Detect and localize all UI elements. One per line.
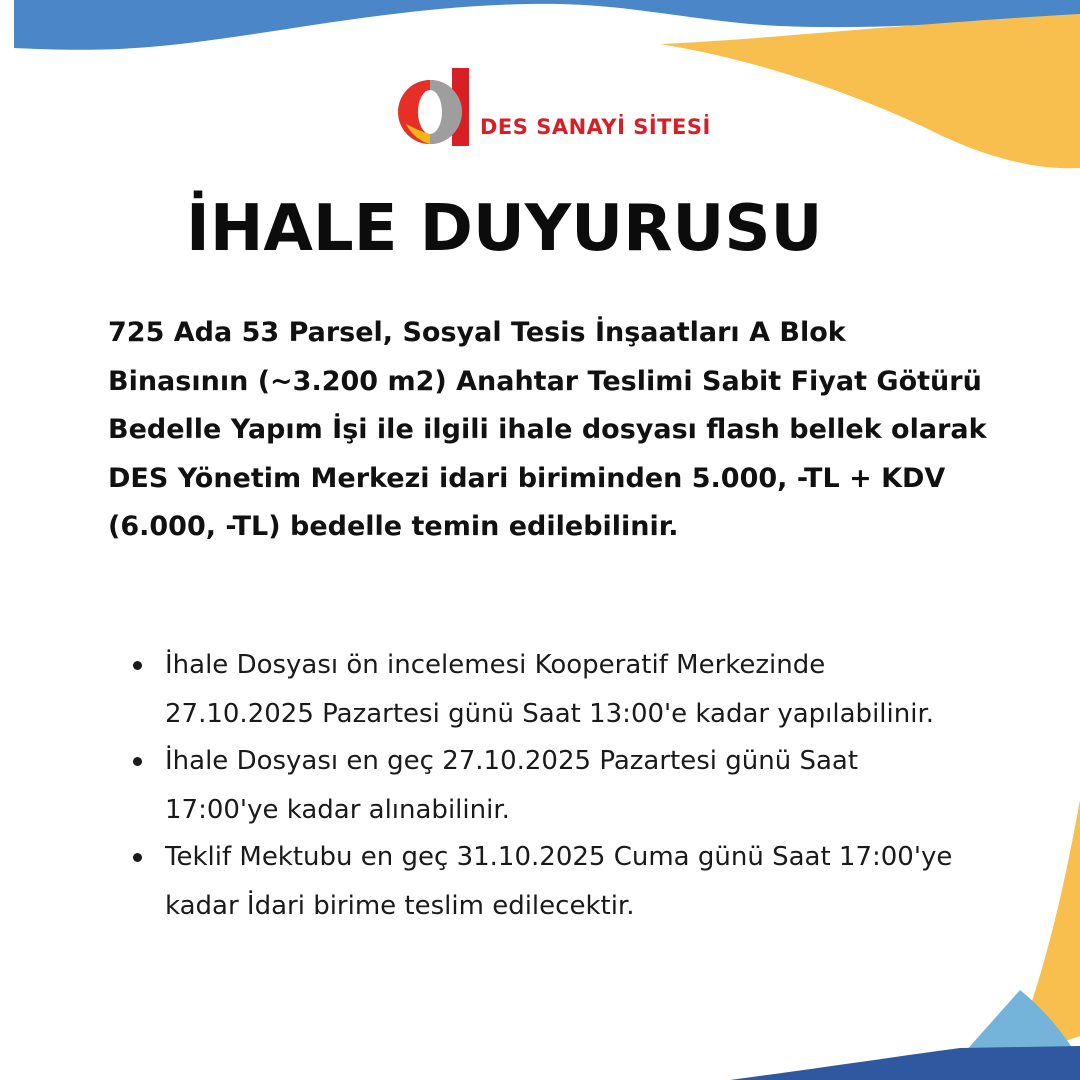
list-item: [133, 641, 953, 739]
bullet-dot-icon: [133, 661, 142, 670]
bullet-dot-icon: [133, 757, 142, 766]
list-item: [133, 833, 953, 931]
list-item-text: İhale Dosyası en geç 27.10.2025 Pazartesi günü Saat 17:00'ye kadar alınabilinir.: [165, 746, 859, 825]
top-yellow-wave: [660, 14, 1080, 168]
bullet-dot-icon: [133, 853, 142, 862]
list-item: [133, 737, 953, 835]
announcement-bullet-list: [133, 641, 953, 929]
list-item-text: İhale Dosyası ön incelemesi Kooperatif Merkezinde 27.10.2025 Pazartesi günü Saat 13:00'e kadar yapılabilinir.: [165, 650, 935, 729]
list-item-text: Teklif Mektubu en geç 31.10.2025 Cuma günü Saat 17:00'ye kadar İdari birime teslim edilecektir.: [165, 842, 953, 921]
brand-name: DES SANAYİ SİTESİ: [480, 115, 711, 139]
page-title: İHALE DUYURUSU: [186, 192, 823, 266]
announcement-intro: 725 Ada 53 Parsel, Sosyal Tesis İnşaatları A Blok Binasının (~3.200 m2) Anahtar Teslimi Sabit Fiyat Götürü Bedelle Yapım İşi ile ilgili ihale dosyası flash bellek olarak DES Yönetim Merkezi idari biriminden 5.000, -TL + KDV (6.000, -TL) bedelle temin edilebilinir.: [108, 317, 987, 542]
bottom-navy-shape: [730, 1046, 1080, 1080]
des-logo-icon: [396, 66, 474, 150]
brand-logo: [396, 66, 711, 150]
